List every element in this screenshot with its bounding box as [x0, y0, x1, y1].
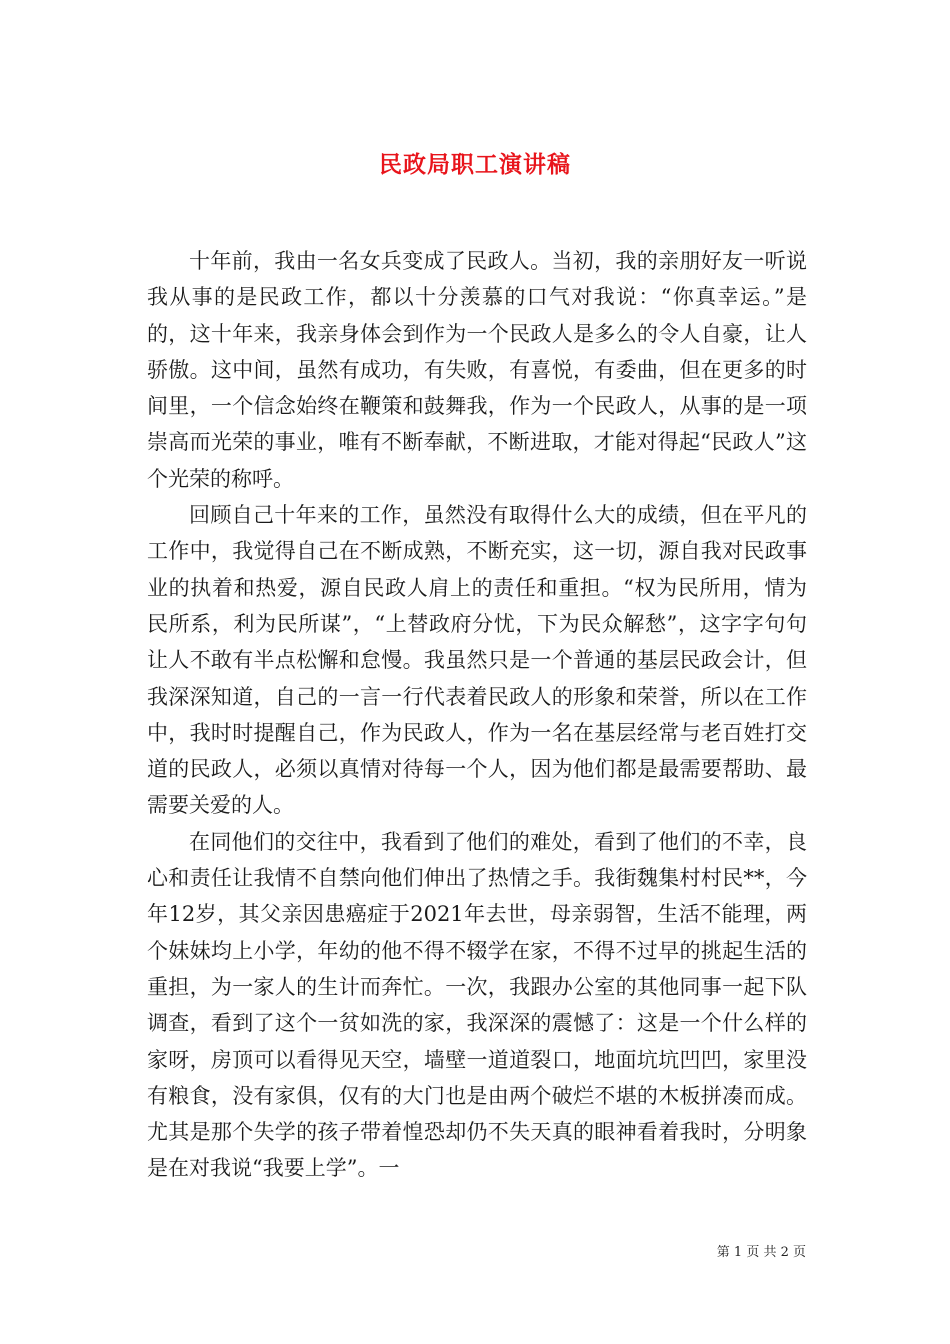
document-body: [147, 243, 807, 1187]
paragraph-3: 在同他们的交往中，我看到了他们的难处，看到了他们的不幸，良心和责任让我情不自禁向他们伸出了热情之手。我街魏集村村民**，今年12岁，其父亲因患癌症于2021年去世，母亲弱智，生活不能理，两个妹妹均上小学，年幼的他不得不辍学在家，不得不过早的挑起生活的重担，为一家人的生计而奔忙。一次，我跟办公室的其他同事一起下队调查，看到了这个一贫如洗的家，我深深的震憾了：这是一个什么样的家呀，房顶可以看得见天空，墙壁一道道裂口，地面坑坑凹凹，家里没有粮食，没有家俱，仅有的大门也是由两个破烂不堪的木板拼凑而成。尤其是那个失学的孩子带着惶恐却仍不失天真的眼神看着我时，分明象是在对我说“我要上学”。一: [147, 829, 807, 1181]
paragraph-2: 回顾自己十年来的工作，虽然没有取得什么大的成绩，但在平凡的工作中，我觉得自己在不断成熟，不断充实，这一切，源自我对民政事业的执着和热爱，源自民政人肩上的责任和重担。“权为民所用，情为民所系，利为民所谋”，“上替政府分忧，下为民众解愁”，这字字句句让人不敢有半点松懈和怠慢。我虽然只是一个普通的基层民政会计，但我深深知道，自己的一言一行代表着民政人的形象和荣誉，所以在工作中，我时时提醒自己，作为民政人，作为一名在基层经常与老百姓打交道的民政人，必须以真情对待每一个人，因为他们都是最需要帮助、最需要关爱的人。: [147, 503, 807, 818]
document-title: 民政局职工演讲稿: [379, 151, 571, 179]
page-number-footer: 第 1 页 共 2 页: [716, 1245, 806, 1260]
paragraph-1: 十年前，我由一名女兵变成了民政人。当初，我的亲朋好友一听说我从事的是民政工作，都以十分羡慕的口气对我说：“你真幸运。”是的，这十年来，我亲身体会到作为一个民政人是多么的令人自豪，让人骄傲。这中间，虽然有成功，有失败，有喜悦，有委曲，但在更多的时间里，一个信念始终在鞭策和鼓舞我，作为一个民政人，从事的是一项崇高而光荣的事业，唯有不断奉献，不断进取，才能对得起“民政人”这个光荣的称呼。: [147, 249, 807, 491]
